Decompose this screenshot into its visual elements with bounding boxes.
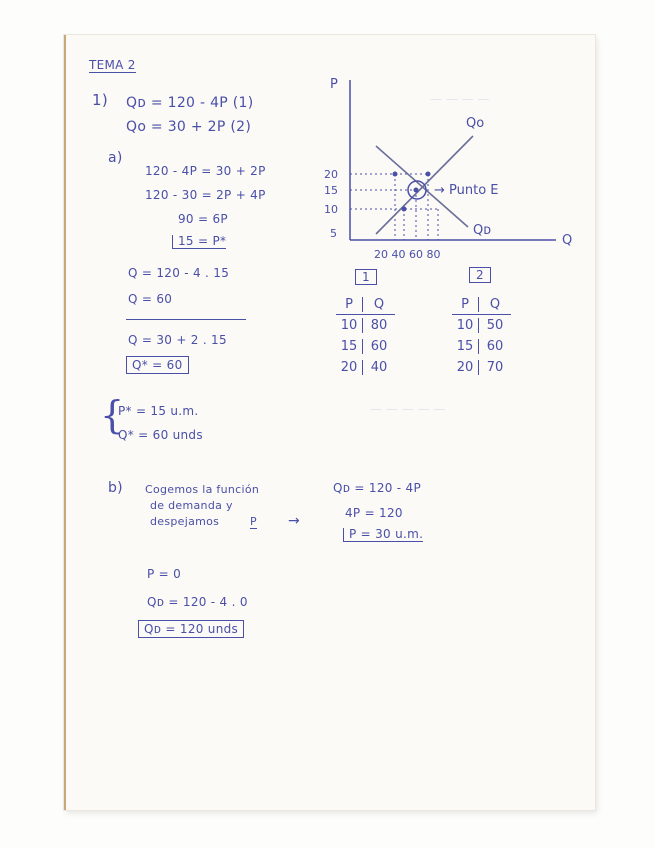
quantity-calc-1: Q = 120 - 4 . 15	[128, 266, 230, 280]
table-cell: 15	[340, 339, 358, 354]
solution-quantity: Q* = 60 unds	[118, 428, 203, 442]
y-tick-label: 15	[324, 184, 338, 197]
table-cell: 50	[478, 318, 511, 333]
table-2-label: 2	[469, 267, 491, 283]
arrow: →	[288, 513, 301, 529]
table-cell: 40	[362, 360, 395, 375]
table-cell: 20	[456, 360, 474, 375]
price-result-b: P = 30 u.m.	[343, 528, 423, 542]
demand-curve-label: Qᴅ	[473, 223, 492, 238]
col-q-header: Q	[362, 297, 395, 312]
equation-step-1: 120 - 4P = 30 + 2P	[145, 164, 266, 178]
bleed-through-mark: — — — —	[430, 92, 490, 106]
problem-number: 1)	[92, 91, 108, 109]
p-axis-label: P	[330, 77, 338, 92]
equation-step-b: 4P = 120	[345, 506, 403, 520]
price-result: 15 = P*	[172, 235, 226, 249]
equilibrium-point	[414, 188, 419, 193]
x-tick-labels: 20 40 60 80	[374, 248, 441, 261]
page-title: TEMA 2	[89, 58, 136, 72]
bleed-through-mark: — — — — —	[370, 402, 446, 416]
table-cell: 80	[362, 318, 395, 333]
supply-point	[426, 172, 431, 177]
supply-equation: Qo = 30 + 2P (2)	[126, 119, 252, 135]
demand-result-b: Qᴅ = 120 unds	[138, 620, 244, 638]
part-b-text-3: despejamos	[150, 515, 220, 528]
col-q-header: Q	[478, 297, 511, 312]
y-tick-label: 5	[330, 227, 337, 240]
part-b-variable: P	[250, 515, 257, 528]
table-cell: 10	[340, 318, 358, 333]
part-b-text-1: Cogemos la función	[145, 483, 260, 496]
col-p-header: P	[345, 296, 353, 312]
y-tick-label: 10	[324, 203, 338, 216]
y-tick-label: 20	[324, 168, 338, 181]
price-quantity-table-2	[452, 294, 511, 378]
supply-point	[402, 207, 407, 212]
price-zero: P = 0	[147, 567, 182, 581]
supply-demand-graph	[318, 72, 578, 262]
equation-step-2: 120 - 30 = 2P + 4P	[145, 188, 266, 202]
price-quantity-table-1	[336, 294, 395, 378]
part-a-label: a)	[108, 150, 123, 166]
demand-equation: Qᴅ = 120 - 4P (1)	[126, 95, 254, 111]
brace: {	[100, 393, 125, 437]
table-cell: 60	[362, 339, 395, 354]
q-axis-label: Q	[562, 233, 573, 248]
table-cell: 60	[478, 339, 511, 354]
col-p-header: P	[461, 296, 469, 312]
divider-line	[126, 319, 246, 320]
quantity-result-1: Q = 60	[128, 292, 173, 306]
quantity-result-2: Q* = 60	[126, 356, 189, 374]
demand-calc-b: Qᴅ = 120 - 4 . 0	[147, 595, 248, 609]
equilibrium-label: → Punto E	[434, 183, 499, 198]
table-cell: 70	[478, 360, 511, 375]
quantity-calc-2: Q = 30 + 2 . 15	[128, 333, 227, 347]
table-cell: 15	[456, 339, 474, 354]
supply-curve-label: Qo	[466, 116, 485, 131]
part-b-label: b)	[108, 480, 123, 496]
part-b-text-2: de demanda y	[150, 499, 233, 512]
table-cell: 10	[456, 318, 474, 333]
equation-step-3: 90 = 6P	[178, 212, 228, 226]
table-1-label: 1	[355, 269, 377, 285]
solution-price: P* = 15 u.m.	[118, 404, 199, 418]
demand-equation-b: Qᴅ = 120 - 4P	[333, 481, 422, 495]
demand-point	[393, 172, 398, 177]
table-cell: 20	[340, 360, 358, 375]
